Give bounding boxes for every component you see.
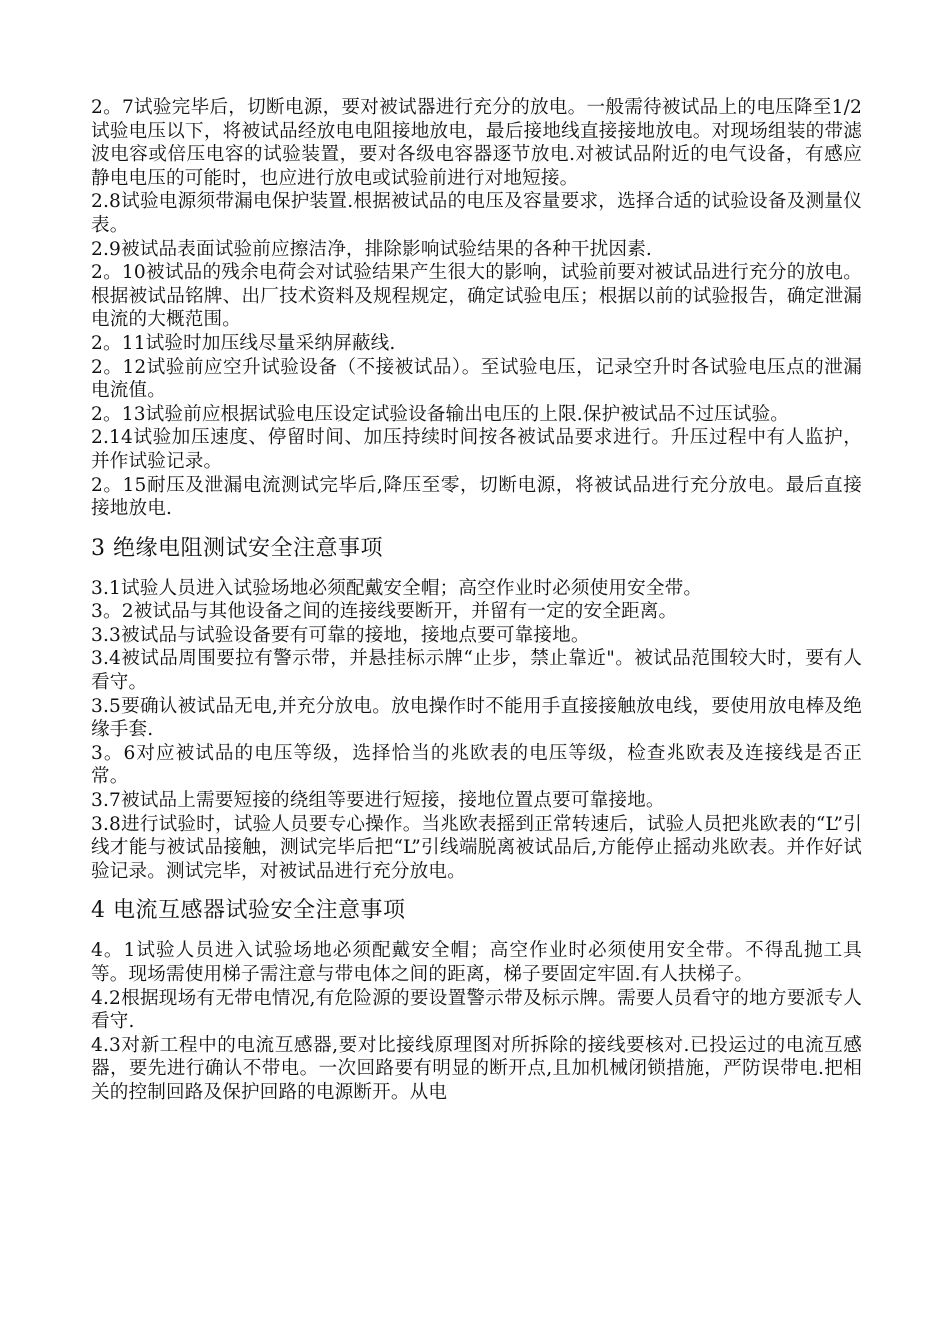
paragraph-2-15: 2。15耐压及泄漏电流测试完毕后,降压至零，切断电源，将被试品进行充分放电。最后直接接地放电. — [91, 474, 862, 520]
section-4-heading: 4 电流互感器试验安全注意事项 — [91, 898, 406, 924]
paragraph-2-13: 2。13试验前应根据试验电压设定试验设备输出电压的上限.保护被试品不过压试验。 — [91, 403, 790, 425]
paragraph-3-4: 3.4被试品周围要拉有警示带，并悬挂标示牌“止步，禁止靠近"。被试品范围较大时，要有人看守。 — [91, 648, 862, 694]
paragraph-3-1: 3.1试验人员进入试验场地必须配戴安全帽；高空作业时必须使用安全带。 — [91, 577, 703, 599]
paragraph-4-1: 4。1试验人员进入试验场地必须配戴安全帽；高空作业时必须使用安全带。不得乱抛工具等。现场需使用梯子需注意与带电体之间的距离，梯子要固定牢固.有人扶梯子。 — [91, 940, 862, 985]
paragraph-2-14: 2.14试验加压速度、停留时间、加压持续时间按各被试品要求进行。升压过程中有人监护，并作试验记录。 — [91, 427, 862, 472]
paragraph-3-8: 3.8进行试验时，试验人员要专心操作。当兆欧表摇到正常转速后，试验人员把兆欧表的“L”引线才能与被试品接触，测试完毕后把“L”引线端脱离被试品后,方能停止摇动兆欧表。并作好试验记录。测试完毕，对被试品进行充分放电。 — [91, 813, 862, 882]
paragraph-2-8: 2.8试验电源须带漏电保护装置.根据被试品的电压及容量要求，选择合适的试验设备及测量仪表。 — [91, 191, 862, 236]
paragraph-2-7: 2。7试验完毕后，切断电源，要对被试器进行充分的放电。一般需待被试品上的电压降至1/2试验电压以下，将被试品经放电电阻接地放电，最后接地线直接接地放电。对现场组装的带滤波电容或倍压电容的试验装置，要对各级电容器逐节放电.对被试品附近的电气设备，有感应静电电压的可能时，也应进行放电或试验前进行对地短接。 — [91, 97, 862, 189]
paragraph-3-6: 3。6对应被试品的电压等级，选择恰当的兆欧表的电压等级，检查兆欧表及连接线是否正常。 — [91, 742, 862, 788]
paragraph-3-7: 3.7被试品上需要短接的绕组等要进行短接，接地位置点要可靠接地。 — [91, 790, 665, 812]
paragraph-2-12: 2。12试验前应空升试验设备（不接被试品）。至试验电压，记录空升时各试验电压点的泄漏电流值。 — [91, 356, 862, 402]
section-3-heading: 3 绝缘电阻测试安全注意事项 — [91, 535, 383, 561]
paragraph-3-5: 3.5要确认被试品无电,并充分放电。放电操作时不能用手直接接触放电线，要使用放电棒及绝缘手套. — [91, 695, 862, 741]
paragraph-4-3: 4.3对新工程中的电流互感器,要对比接线原理图对所拆除的接线要核对.已投运过的电流互感器，要先进行确认不带电。一次回路要有明显的断开点,且加机械闭锁措施，严防误带电.把相关的控制回路及保护回路的电源断开。从电 — [91, 1034, 862, 1103]
paragraph-2-11: 2。11试验时加压线尽量采纳屏蔽线. — [91, 332, 396, 354]
paragraph-3-2: 3。2被试品与其他设备之间的连接线要断开，并留有一定的安全距离。 — [91, 601, 678, 623]
paragraph-4-2: 4.2根据现场有无带电情况,有危险源的要设置警示带及标示牌。需要人员看守的地方要派专人看守. — [91, 987, 862, 1033]
paragraph-3-3: 3.3被试品与试验设备要有可靠的接地，接地点要可靠接地。 — [91, 624, 590, 646]
section-3 — [91, 535, 862, 884]
paragraph-2-10: 2。10被试品的残余电荷会对试验结果产生很大的影响，试验前要对被试品进行充分的放电。根据被试品铭牌、出厂技术资料及规程规定，确定试验电压；根据以前的试验报告，确定泄漏电流的大概范围。 — [91, 262, 862, 331]
section-4 — [91, 897, 862, 1104]
paragraph-2-9: 2.9被试品表面试验前应擦洁净，排除影响试验结果的各种干扰因素. — [91, 238, 652, 260]
section-2-tail — [91, 96, 862, 521]
